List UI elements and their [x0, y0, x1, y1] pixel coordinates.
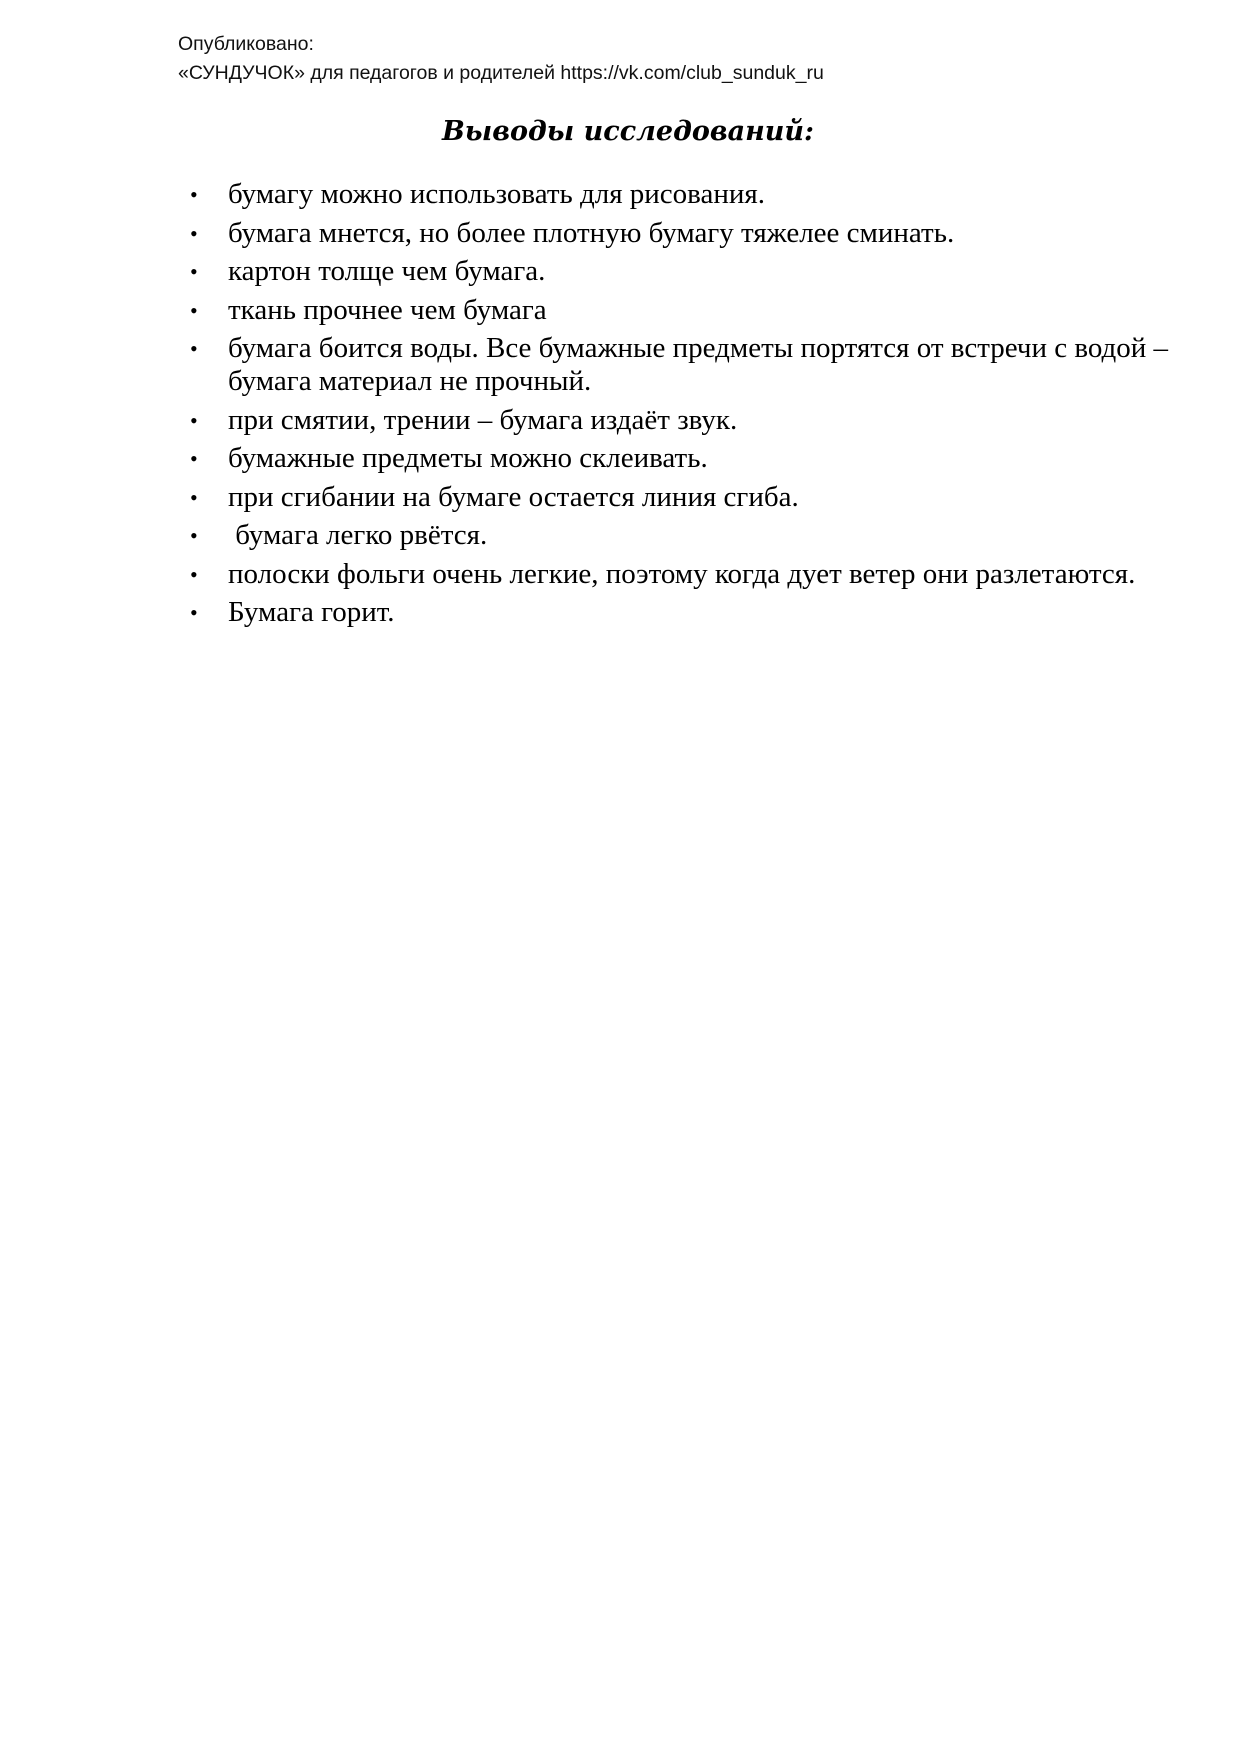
- published-label: Опубликовано:: [178, 33, 314, 55]
- list-item: [190, 519, 1180, 552]
- list-item-text: бумага боится воды. Все бумажные предметы портятся от встречи с водой – бумага материал не прочный.: [228, 332, 1176, 397]
- bullet-icon: •: [190, 220, 198, 246]
- page-title: Выводы исследований:: [441, 116, 815, 147]
- list-item: [190, 294, 1180, 327]
- list-item-text: ткань прочнее чем бумага: [228, 293, 547, 326]
- list-item: [190, 178, 1180, 211]
- list-item: [190, 558, 1180, 591]
- list-item-text: Бумага горит.: [228, 596, 395, 628]
- bullet-icon: •: [190, 484, 198, 510]
- list-item-text: бумажные предметы можно склеивать.: [228, 442, 708, 474]
- list-item: [190, 332, 1180, 398]
- bullet-icon: •: [190, 182, 198, 207]
- list-item-text: картон толще чем бумага.: [228, 255, 546, 287]
- list-item: [190, 596, 1180, 629]
- list-item: [190, 255, 1180, 288]
- list-item-text: бумага мнется, но более плотную бумагу тяжелее сминать.: [228, 216, 955, 249]
- bullet-icon: •: [190, 523, 198, 548]
- conclusions-list: [190, 178, 1180, 635]
- list-item: [190, 442, 1180, 475]
- publication-header: [178, 30, 824, 88]
- bullet-icon: •: [190, 259, 198, 284]
- bullet-icon: •: [190, 561, 198, 587]
- bullet-icon: •: [190, 336, 198, 361]
- list-item: [190, 404, 1180, 437]
- list-item: [190, 481, 1180, 514]
- list-item-text: при смятии, трении – бумага издаёт звук.: [228, 403, 738, 436]
- list-item-text: полоски фольги очень легкие, поэтому когда дует ветер они разлетаются.: [228, 557, 1136, 590]
- source-line: «СУНДУЧОК» для педагогов и родителей https://vk.com/club_sunduk_ru: [178, 62, 824, 84]
- list-item: [190, 217, 1180, 250]
- list-item-text: при сгибании на бумаге остается линия сгиба.: [228, 480, 799, 513]
- bullet-icon: •: [190, 407, 198, 433]
- list-item-text: бумага легко рвётся.: [228, 519, 488, 551]
- bullet-icon: •: [190, 446, 198, 471]
- bullet-icon: •: [190, 297, 198, 323]
- bullet-icon: •: [190, 600, 198, 625]
- list-item-text: бумагу можно использовать для рисования.: [228, 178, 765, 210]
